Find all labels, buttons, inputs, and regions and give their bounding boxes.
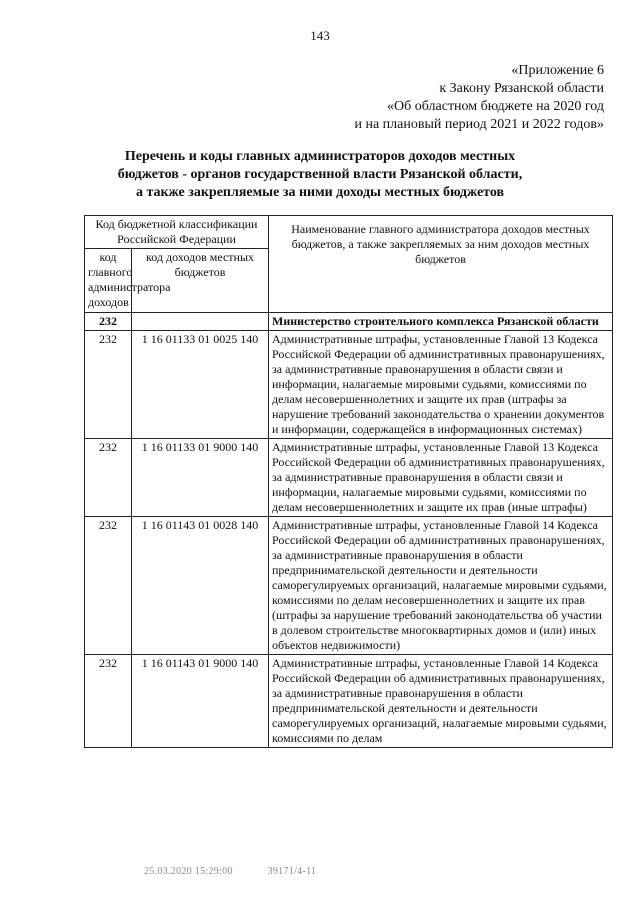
ministry-name: Министерство строительного комплекса Рязанской области — [269, 313, 613, 331]
row-admin-code: 232 — [85, 655, 132, 748]
header-bk-code: Код бюджетной классификации Российской Федерации — [85, 216, 269, 249]
ministry-code-empty — [132, 313, 269, 331]
footer-doc-id: 39171/4-11 — [267, 866, 317, 877]
footer-timestamp: 25.03.2020 15:29:00 — [144, 866, 233, 877]
row-revenue-code: 1 16 01133 01 9000 140 — [132, 439, 269, 517]
header-revenue-code: код доходов местных бюджетов — [132, 249, 269, 313]
appendix-line: «Об областном бюджете на 2020 год — [387, 99, 604, 114]
row-revenue-code: 1 16 01143 01 0028 140 — [132, 517, 269, 655]
row-description: Административные штрафы, установленные Главой 13 Кодекса Российской Федерации об административных правонарушениях, за административные правонарушения в области связи и информации, налагаемые мировыми судьями, комиссиями по делам несовершеннолетних и защите их прав (иные штрафы) — [269, 439, 613, 517]
row-admin-code: 232 — [85, 517, 132, 655]
footer-stamp — [144, 866, 348, 877]
appendix-line: «Приложение 6 — [511, 63, 604, 78]
title-line: Перечень и коды главных администраторов доходов местных — [124, 149, 516, 164]
row-admin-code: 232 — [85, 439, 132, 517]
table-row — [85, 517, 613, 655]
row-description: Административные штрафы, установленные Главой 13 Кодекса Российской Федерации об административных правонарушениях, за административные правонарушения в области связи и информации, налагаемые мировыми судьями, комиссиями по делам несовершеннолетних и защите их прав (штрафы за нарушение требований законодательства о хранении документов и информации, содержащейся в информационных системах) — [269, 331, 613, 439]
table-header-row — [85, 216, 613, 249]
row-revenue-code: 1 16 01133 01 0025 140 — [132, 331, 269, 439]
document-title — [0, 148, 640, 202]
title-line: бюджетов - органов государственной власти Рязанской области, — [117, 167, 523, 182]
page-number: 143 — [310, 28, 330, 43]
row-description: Административные штрафы, установленные Главой 14 Кодекса Российской Федерации об административных правонарушениях, за административные правонарушения в области предпринимательской деятельности и деятельности саморегулируемых организаций, налагаемые мировыми судьями, комиссиями по делам — [269, 655, 613, 748]
appendix-line: и на плановый период 2021 и 2022 годов» — [354, 117, 604, 132]
row-admin-code: 232 — [85, 331, 132, 439]
table-row — [85, 655, 613, 748]
header-name: Наименование главного администратора доходов местных бюджетов, а также закрепляемых за ним доходов местных бюджетов — [269, 216, 613, 313]
revenue-codes-table — [84, 215, 613, 748]
table-row — [85, 331, 613, 439]
ministry-admin-code: 232 — [85, 313, 132, 331]
appendix-header — [354, 62, 604, 134]
title-line: а также закрепляемые за ними доходы местных бюджетов — [135, 185, 505, 200]
appendix-line: к Закону Рязанской области — [439, 81, 604, 96]
ministry-row — [85, 313, 613, 331]
table-row — [85, 439, 613, 517]
row-description: Административные штрафы, установленные Главой 14 Кодекса Российской Федерации об административных правонарушениях, за административные правонарушения в области предпринимательской деятельности и деятельности саморегулируемых организаций, налагаемые мировыми судьями, комиссиями по делам несовершеннолетних и защите их прав (штрафы за нарушение требований законодательства об участии в долевом строительстве многоквартирных домов и (или) иных объектов недвижимости) — [269, 517, 613, 655]
row-revenue-code: 1 16 01143 01 9000 140 — [132, 655, 269, 748]
header-admin-code: код главного администратора доходов — [85, 249, 132, 313]
